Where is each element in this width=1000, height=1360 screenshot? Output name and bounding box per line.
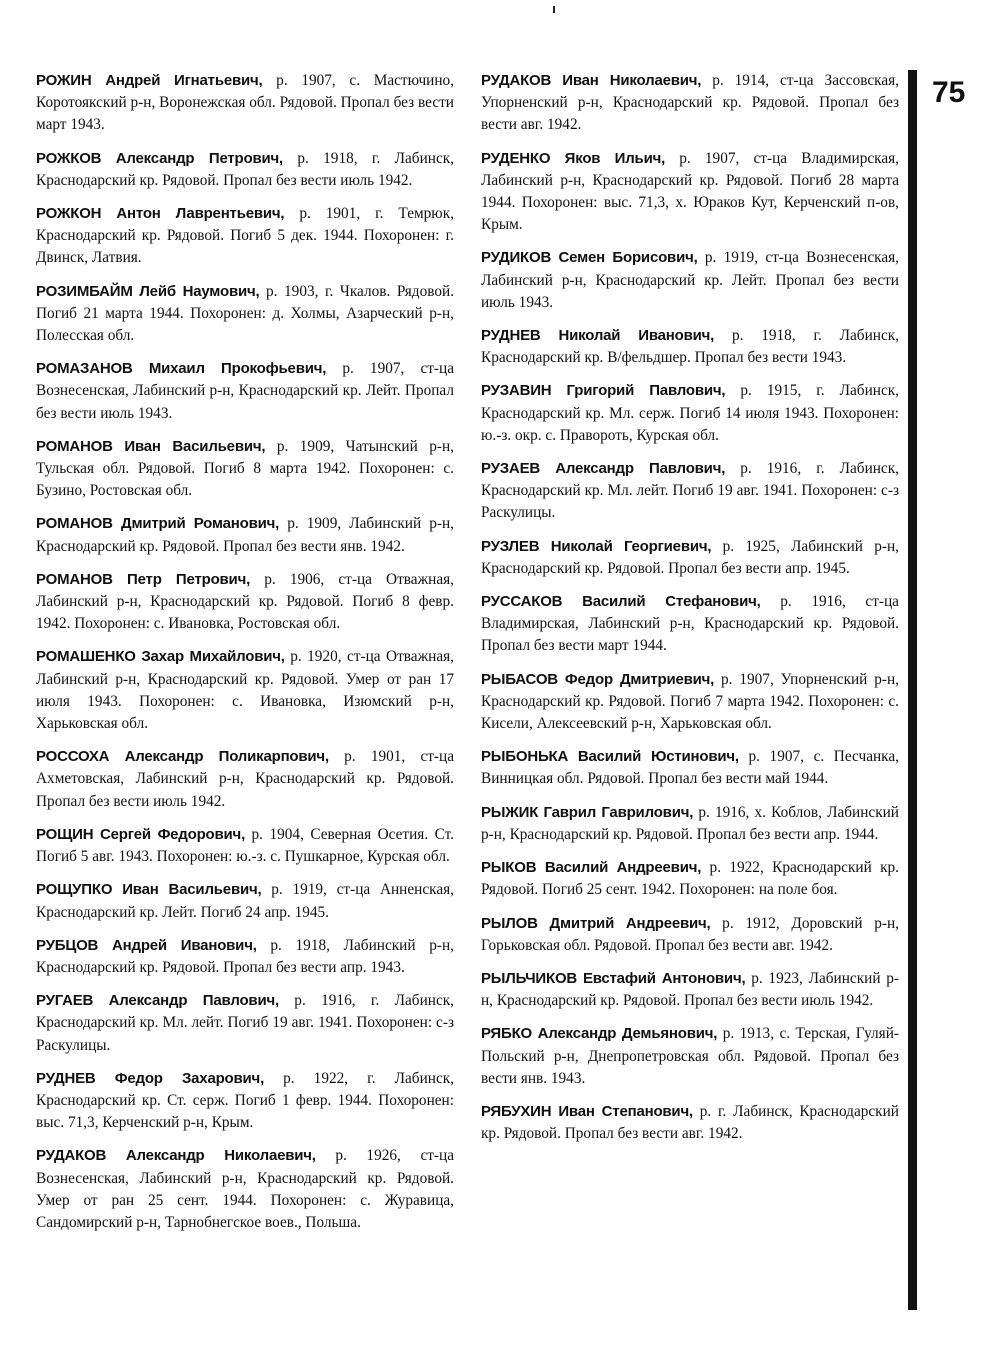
entry-name: РЫЛЬЧИКОВ Евстафий Антонович, [481, 969, 746, 987]
entry-name: РЫБАСОВ Федор Дмитриевич, [481, 670, 715, 688]
list-item [481, 247, 899, 314]
entry-text: р. 1909, Чатынский р-н, Тульская обл. Рядовой. Погиб 8 марта 1942. Похоронен: с. Бузино, Ростовская обл. [36, 437, 454, 500]
entry-name: РУЗЛЕВ Николай Георгиевич, [481, 537, 712, 555]
entry-text: р. 1903, г. Чкалов. Рядовой. Погиб 21 марта 1944. Похоронен: д. Холмы, Азарческий р-н, Полесская обл. [36, 282, 454, 345]
entry-text: р. г. Лабинск, Краснодарский кр. Рядовой. Пропал без вести авг. 1942. [481, 1102, 899, 1143]
entry-name: РУГАЕВ Александр Павлович, [36, 992, 279, 1010]
entry-name: РУЗАВИН Григорий Павлович, [481, 382, 726, 400]
entry-text: р. 1907, ст-ца Владимирская, Лабинский р-н, Краснодарский кр. Рядовой. Погиб 28 марта 1944. Похоронен: выс. 71,3, х. Юраков Кут, Керченский п-ов, Крым. [481, 149, 899, 234]
entry-name: РЫБОНЬКА Василий Юстинович, [481, 748, 739, 766]
list-item [36, 513, 454, 557]
entry-text: р. 1912, Доровский р-н, Горьковская обл. Рядовой. Пропал без вести авг. 1942. [481, 914, 899, 954]
list-item [36, 569, 454, 636]
entry-text: р. 1901, ст-ца Ахметовская, Лабинский р-н, Краснодарский кр. Рядовой. Пропал без вести июль 1942. [36, 748, 454, 810]
list-item [36, 746, 454, 813]
entry-text: р. 1901, г. Темрюк, Краснодарский кр. Рядовой. Погиб 5 дек. 1944. Похоронен: г. Двинск, Латвия. [36, 205, 454, 267]
entry-name: РОМАНОВ Иван Васильевич, [36, 437, 266, 455]
entry-name: РУДЕНКО Яков Ильич, [481, 149, 666, 167]
entry-name: РОЩУПКО Иван Васильевич, [36, 881, 262, 899]
scan-mark [553, 6, 555, 13]
entry-name: РУССАКОВ Василий Стефанович, [481, 593, 761, 611]
entry-text: р. 1914, ст-ца Зассовская, Упорненский р-н, Краснодарский кр. Рядовой. Пропал без вести авг. 1942. [481, 72, 900, 134]
entry-name: РОССОХА Александр Поликарпович, [36, 748, 329, 766]
entry-name: РОМАНОВ Дмитрий Романович, [36, 515, 280, 533]
list-item [481, 746, 899, 790]
entry-text: р. 1918, г. Лабинск, Краснодарский кр. В/фельдшер. Пропал без вести 1943. [481, 327, 899, 367]
list-item [36, 1068, 454, 1135]
entry-text: р. 1907, с. Песчанка, Винницкая обл. Рядовой. Пропал без вести май 1944. [481, 748, 899, 788]
entry-text: р. 1907, с. Мастючино, Коротоякский р-н, Воронежская обл. Рядовой. Пропал без вести март 1943. [36, 72, 454, 134]
entry-text: р. 1916, ст-ца Владимирская, Лабинский р-н, Краснодарский кр. Рядовой. Пропал без вести март 1944. [481, 593, 899, 655]
list-item [36, 879, 454, 923]
list-item [481, 1023, 899, 1090]
list-item [36, 281, 454, 348]
list-item [36, 646, 454, 735]
entry-text: р. 1916, г. Лабинск, Краснодарский кр. Мл. лейт. Погиб 19 авг. 1941. Похоронен: с-з Раскулицы. [36, 992, 454, 1054]
entry-name: РОЩИН Сергей Федорович, [36, 825, 246, 843]
list-item [481, 913, 899, 957]
list-item [481, 458, 899, 525]
entry-name: РУДАКОВ Александр Николаевич, [36, 1147, 316, 1165]
entry-name: РОЗИМБАЙМ Лейб Наумович, [36, 282, 260, 300]
entry-text: р. 1919, ст-ца Вознесенская, Лабинский р-н, Краснодарский кр. Лейт. Пропал без вести июль 1943. [481, 249, 899, 311]
entry-text: р. 1913, с. Терская, Гуляй-Польский р-н, Днепропетровская обл. Рядовой. Пропал без вести янв. 1943. [481, 1025, 899, 1087]
list-item [481, 70, 899, 137]
entry-name: РОЖКОВ Александр Петрович, [36, 149, 283, 167]
list-item [36, 824, 454, 868]
entry-text: р. 1904, Северная Осетия. Ст. Погиб 5 авг. 1943. Похоронен: ю.-з. с. Пушкарное, Курская обл. [36, 825, 454, 866]
entry-text: р. 1916, х. Коблов, Лабинский р-н, Краснодарский кр. Рядовой. Пропал без вести апр. 1944. [481, 803, 899, 843]
entry-name: РУБЦОВ Андрей Иванович, [36, 936, 257, 954]
left-column [36, 70, 454, 1245]
entry-text: р. 1907, ст-ца Вознесенская, Лабинский р-н, Краснодарский кр. Лейт. Пропал без вести июль 1943. [36, 360, 454, 422]
entry-text: р. 1916, г. Лабинск, Краснодарский кр. Мл. лейт. Погиб 19 авг. 1941. Похоронен: с-з Раскулицы. [481, 460, 899, 522]
entry-text: р. 1919, ст-ца Анненская, Краснодарский кр. Лейт. Погиб 24 апр. 1945. [36, 881, 454, 921]
entry-text: р. 1923, Лабинский р-н, Краснодарский кр. Рядовой. Пропал без вести июль 1942. [481, 969, 899, 1010]
entry-name: РОМАШЕНКО Захар Михайлович, [36, 648, 285, 666]
entry-name: РУДАКОВ Иван Николаевич, [481, 72, 702, 89]
list-item [481, 325, 899, 369]
page-number: 75 [932, 76, 966, 109]
entry-text: р. 1922, Краснодарский кр. Рядовой. Погиб 25 сент. 1942. Похоронен: на поле боя. [481, 859, 899, 899]
entry-name: РЯБКО Александр Демьянович, [481, 1025, 718, 1043]
entry-name: РЫЖИК Гаврил Гаврилович, [481, 803, 694, 821]
list-item [36, 990, 454, 1057]
entry-name: РУДНЕВ Федор Захарович, [36, 1069, 265, 1087]
entry-name: РУЗАЕВ Александр Павлович, [481, 460, 726, 478]
entry-name: РОЖКОН Антон Лаврентьевич, [36, 205, 285, 223]
entry-name: РЫКОВ Василий Андреевич, [481, 859, 702, 877]
list-item [36, 70, 454, 137]
list-item [481, 968, 899, 1012]
right-column [481, 70, 899, 1156]
entry-text: р. 1922, г. Лабинск, Краснодарский кр. Ст. серж. Погиб 1 февр. 1944. Похоронен: выс. 71,3, Керченский р-н, Крым. [36, 1069, 454, 1132]
entry-text: р. 1925, Лабинский р-н, Краснодарский кр. Рядовой. Пропал без вести апр. 1945. [481, 537, 899, 577]
entry-text: р. 1918, Лабинский р-н, Краснодарский кр. Рядовой. Пропал без вести апр. 1943. [36, 936, 454, 976]
list-item [36, 1145, 454, 1234]
entry-text: р. 1906, ст-ца Отважная, Лабинский р-н, Краснодарский кр. Рядовой. Погиб 8 февр. 1942. Похоронен: с. Ивановка, Ростовская обл. [36, 570, 455, 633]
entry-name: РОЖИН Андрей Игнатьевич, [36, 72, 263, 89]
list-item [481, 1101, 899, 1145]
list-item [481, 857, 899, 901]
entry-name: РУДИКОВ Семен Борисович, [481, 249, 698, 267]
list-item [481, 591, 899, 658]
list-item [481, 536, 899, 580]
list-item [481, 148, 899, 237]
list-item [481, 669, 899, 736]
entry-name: РОМАНОВ Петр Петрович, [36, 570, 251, 588]
list-item [36, 148, 454, 192]
margin-rule [908, 70, 917, 1310]
entry-text: р. 1918, г. Лабинск, Краснодарский кр. Рядовой. Пропал без вести июль 1942. [36, 149, 454, 189]
entry-name: РОМАЗАНОВ Михаил Прокофьевич, [36, 360, 327, 378]
list-item [36, 203, 454, 270]
list-item [36, 436, 454, 503]
list-item [36, 935, 454, 979]
entry-text: р. 1926, ст-ца Вознесенская, Лабинский р-н, Краснодарский кр. Рядовой. Умер от ран 25 сент. 1944. Похоронен: с. Журавица, Сандомирский р-н, Тарнобнегское воев., Польша. [36, 1147, 454, 1231]
entry-text: р. 1915, г. Лабинск, Краснодарский кр. Мл. серж. Погиб 14 июля 1943. Похоронен: ю.-з. окр. с. Правороть, Курская обл. [481, 382, 899, 444]
entry-name: РЯБУХИН Иван Степанович, [481, 1102, 693, 1120]
entry-text: р. 1909, Лабинский р-н, Краснодарский кр. Рядовой. Пропал без вести янв. 1942. [36, 515, 454, 555]
entry-text: р. 1907, Упорненский р-н, Краснодарский кр. Рядовой. Погиб 7 марта 1942. Похоронен: с. Кисели, Алексеевский р-н, Харьковская обл. [481, 670, 899, 733]
entry-name: РУДНЕВ Николай Иванович, [481, 327, 715, 345]
entry-name: РЫЛОВ Дмитрий Андреевич, [481, 914, 711, 932]
list-item [481, 802, 899, 846]
list-item [36, 358, 454, 425]
entry-text: р. 1920, ст-ца Отважная, Лабинский р-н, Краснодарский кр. Рядовой. Умер от ран 17 июля 1943. Похоронен: с. Ивановка, Изюмский р-н, Харьковская обл. [36, 648, 454, 733]
list-item [481, 380, 899, 447]
